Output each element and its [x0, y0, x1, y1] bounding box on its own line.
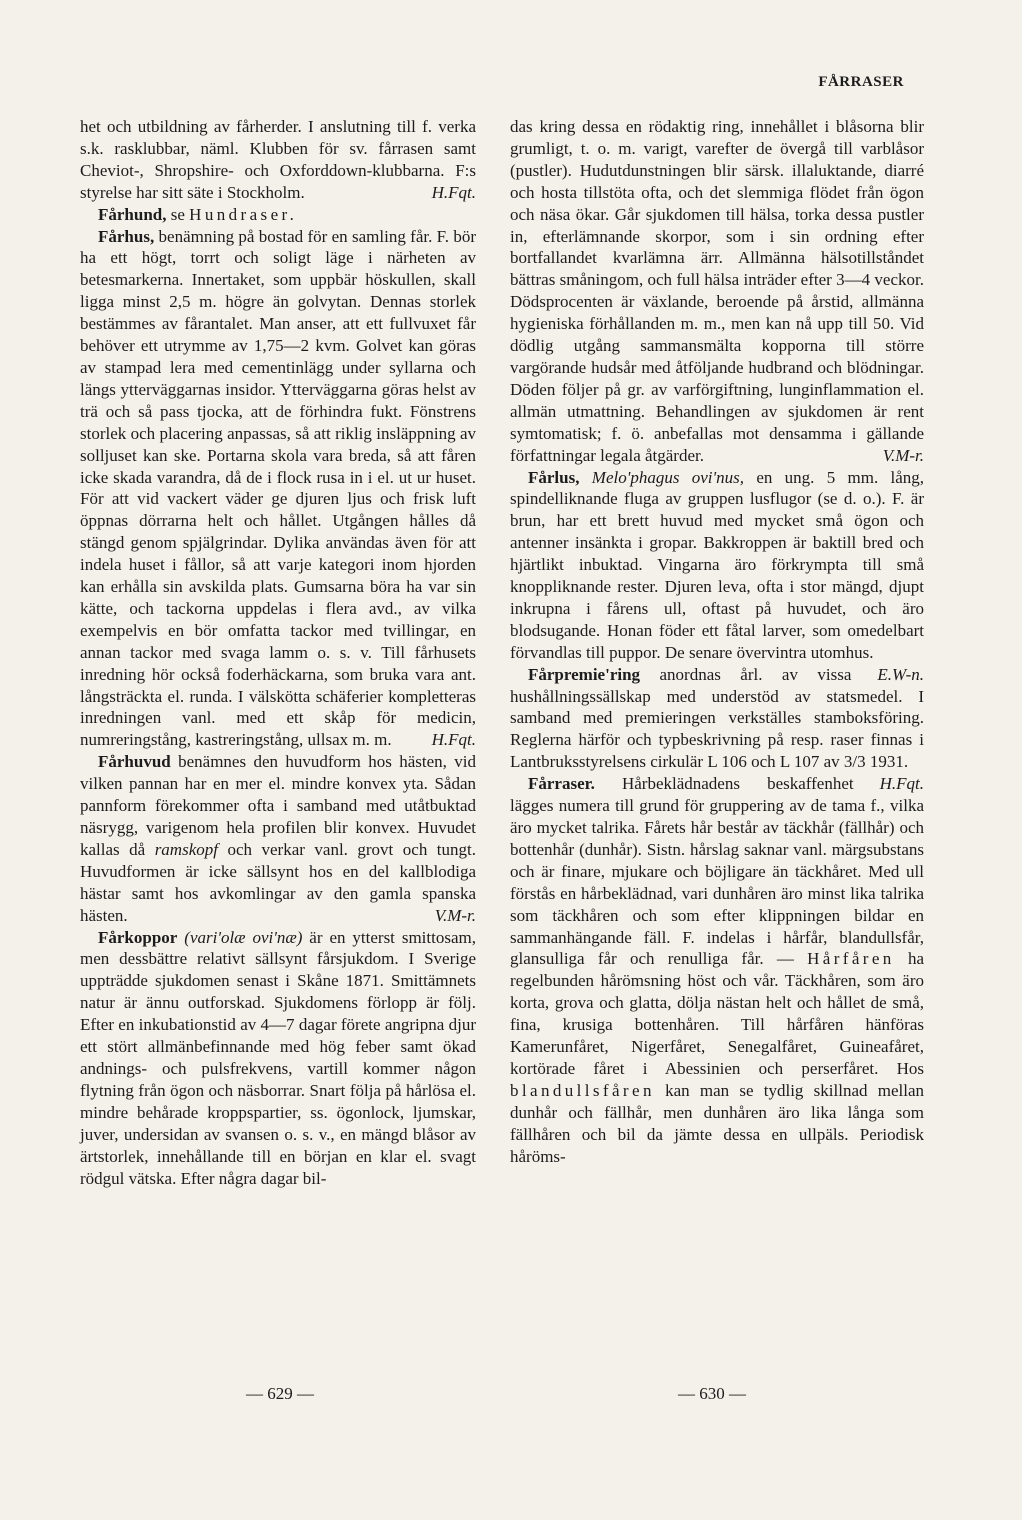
page-number-right: — 630 —: [678, 1384, 746, 1403]
running-head: FÅRRASER: [818, 74, 904, 90]
paragraph: [80, 116, 476, 204]
signature: H.Fqt.: [431, 182, 476, 202]
latin-name: (vari'olæ ovi'næ): [177, 927, 310, 947]
left-column: [80, 116, 476, 1189]
text: är en ytterst smittosam, men dessbättre relativt sällsynt fårsjukdom. I Sverige uppträdde sjukdomen senast i Skåne 1871. Smittämnets natur är ännu outforskad. Sjukdomens förlopp är följ. Efter en inkubationstid av 4—7 dagar förete angripna djur ett stört allmänbefinnande med hög feber samt ökad andnings- och pulsfrekvens, vartill kommer någon flytning från ögon och näsborrar. Snart följa på hårlösa el. mindre behårade kroppspartier, ss. ögonlock, ljumskar, juver, undersidan av svansen o. s. v., en mängd blåsor av ärtstorlek, innehållande till en början en klar el. svagt rödgul vätska. Efter några dagar bil-: [80, 927, 476, 1188]
entry-farhuvud: [80, 751, 476, 926]
text: ha regelbunden hårömsning höst och vår. Täckhåren, som äro korta, grova och glatta, dölja nästan helt och hållet de små, fina, krusiga bottenhåren. Till hårfåren hänföras Kamerunfåret, Nigerfåret, Senegalfåret, Guineafåret, kortörade fåret i Abessinien och perserfåret. Hos: [510, 949, 924, 1078]
headword: Fårhund,: [98, 204, 167, 224]
text: das kring dessa en rödaktig ring, innehållet i blåsorna blir grumligt, t. o. m. varigt, varefter de övergå till varblåsor (pustler). Hudutdunstningen blir särsk. illaluktande, diarré och hosta tillstöta ofta, och det slemmiga flödet från ögon och näsa ökar. Går sjukdomen till hälsa, torka dessa pustler in, efterlämnande skorpor, som i sin ordning efter bortfallandet kvarlämna ärr. Allmänna hälsotillståndet bättras småningom, och full hälsa inträder efter 3—4 veckor. Dödsprocenten är växlande, beroende på årstid, allmänna hygieniska förhållanden m. m., men kan nå upp till 50. Vid dödlig utgång sammansmälta kopporna till större vargörande hudsår med åtföljande hudbrand och blödningar. Döden följer på gr. av varförgiftning, lunginflammation el. allmän utmattning. Behandlingen av sjukdomen är rent symtomatisk; f. ö. anbefallas mot densamma i gällande författningar legala åtgärder.: [510, 117, 924, 465]
text: benämning på bostad för en samling får. F. bör ha ett högt, torrt och soligt läge i närheten av betesmarkerna. Innertaket, som uppbär höskullen, skall ligga minst 2,5 m. högre än golvytan. Dennas storlek bestämmes av fårantalet. Man anser, att ett fullvuxet får behöver ett utrymme av 1,75—2 kvm. Golvet kan göras av stampad lera med cementinlägg under syllarna och längs ytterväggarnas insidor. Ytterväggarna göras helst av trä och så pass tjocka, att de förhindra fukt. Fönstrens storlek och placering anpassas, så att riklig insläppning av solljuset kan ske. Portarna skola vara breda, så att fåren icke skada varandra, då de i flock rusa in i el. ut ur huset. För att vid vackert väder ge djuren ljus och frisk luft öppnas dörrarna helt och hållet. Utgången hålles då stängd genom spjälgrindar. Dylika användas även för att indela huset i fållor, så att varje kategori inom hjorden kan erhålla sin avskilda plats. Gumsarna böra ha var sin kätte, och tackorna uppdelas i flera avd., av vilka exempelvis en bör omfatta tackor med tvillingar, en annan tackor med svaga lamm o. s. v. Till fårhusets inredning hör också foderhäckarna, som bruka vara ant. långsträckta el. runda. I välskötta schäferier kompletteras inredningen vanl. med ett skåp för medicin, numreringstång, kastreringstång, ullsax m. m.: [80, 226, 476, 750]
page-number-left: — 629 —: [246, 1384, 314, 1403]
signature: H.Fqt.: [431, 730, 476, 750]
cross-reference: Hundraser.: [189, 204, 298, 224]
spaced-term: blandullsfåren: [510, 1080, 655, 1100]
headword: Fårhuvud: [98, 752, 171, 772]
signature: V.M-r.: [882, 445, 924, 465]
headword: Fårlus,: [528, 467, 580, 487]
text: kan man se tydlig skillnad mellan dunhår och fällhår, men dunhåren äro lika långa som fällhåren och bil da jämte dessa en ullpäls. Periodisk håröms-: [510, 1080, 924, 1166]
signature: H.Fqt.: [879, 774, 924, 794]
text: benämnes den huvudform hos hästen, vid vilken pannan har en mer el. mindre konvex yta. Sådan pannform förekommer ofta i samband med utåtbuktad näsrygg, varigenom hela profilen blir konvex. Huvudet kallas då: [80, 752, 476, 859]
entry-farhus: [80, 226, 476, 752]
headword: Fårhus,: [98, 226, 155, 246]
headword: Fårkoppor: [98, 927, 178, 947]
entry-farraser: [510, 773, 924, 1167]
text: Hårbeklädnadens beskaffenhet lägges numera till grund för gruppering av de tama f., vilka äro mycket talrika. Fårets hår består av täckhår (fällhår) och bottenhår (dunhår). Sistn. hårslag saknar vanl. märgsubstans och är finare, mjukare och böjligare än täckhåret. Med ull förstås en hårbeklädnad, vari dunhåren äro minst lika talrika som täckhåren och som efter klippningen bildar en sammanhängande fäll. F. indelas i hårfår, blandullsfår, glansulliga får och renulliga får. —: [510, 774, 924, 969]
latin-name: Melo'phagus ovi'nus,: [579, 467, 745, 487]
text: het och utbildning av fårherder. I anslutning till f. verka s.k. rasklubbar, näml. Klubben för sv. fårrasen samt Cheviot-, Shropshire- och Oxforddown-klubbarna. F:s styrelse har sitt säte i Stockholm.: [80, 117, 476, 202]
headword: Fårraser.: [528, 774, 595, 794]
signature: E.W-n.: [877, 664, 924, 684]
text: och verkar vanl. grovt och tungt. Huvudformen är icke sällsynt hos en del kallblodiga hästar samt hos avkomlingar av den gamla spanska hästen.: [80, 839, 477, 925]
right-column: [510, 116, 924, 1168]
entry-farhund: [80, 204, 476, 226]
paragraph: [510, 116, 924, 467]
text: se: [166, 204, 190, 224]
entry-farkoppor: [80, 927, 476, 1190]
spaced-term: Hårfåren: [807, 949, 895, 969]
signature: V.M-r.: [434, 905, 476, 925]
text: anordnas årl. av vissa hushållningssällskap med understöd av statsmedel. I samband med premieringen verkställes stamboksföring. Reglerna härför och typbeskrivning på resp. raser finnas i Lantbruksstyrelsens cirkulär L 106 och L 107 av 3/3 1931.: [510, 664, 924, 772]
text: en ung. 5 mm. lång, spindelliknande fluga av gruppen lusflugor (se d. o.). F. är brun, har ett brett huvud med mycket små ögon och antenner insänkta i gropar. Bakkroppen är baktill bred och hjärtlikt inbuktad. Vingarna äro förkrympta till små knoppliknande rester. Djuren leva, ofta i stor mängd, djupt inkrupna i fårens ull, oftast på huvudet, och äro blodsugande. Honan föder ett fåtal larver, som omedelbart förvandlas till puppor. De senare övervintra utomhus.: [510, 467, 925, 662]
italic-term: ramskopf: [154, 839, 218, 859]
headword: Fårpremie'ring: [528, 664, 641, 684]
